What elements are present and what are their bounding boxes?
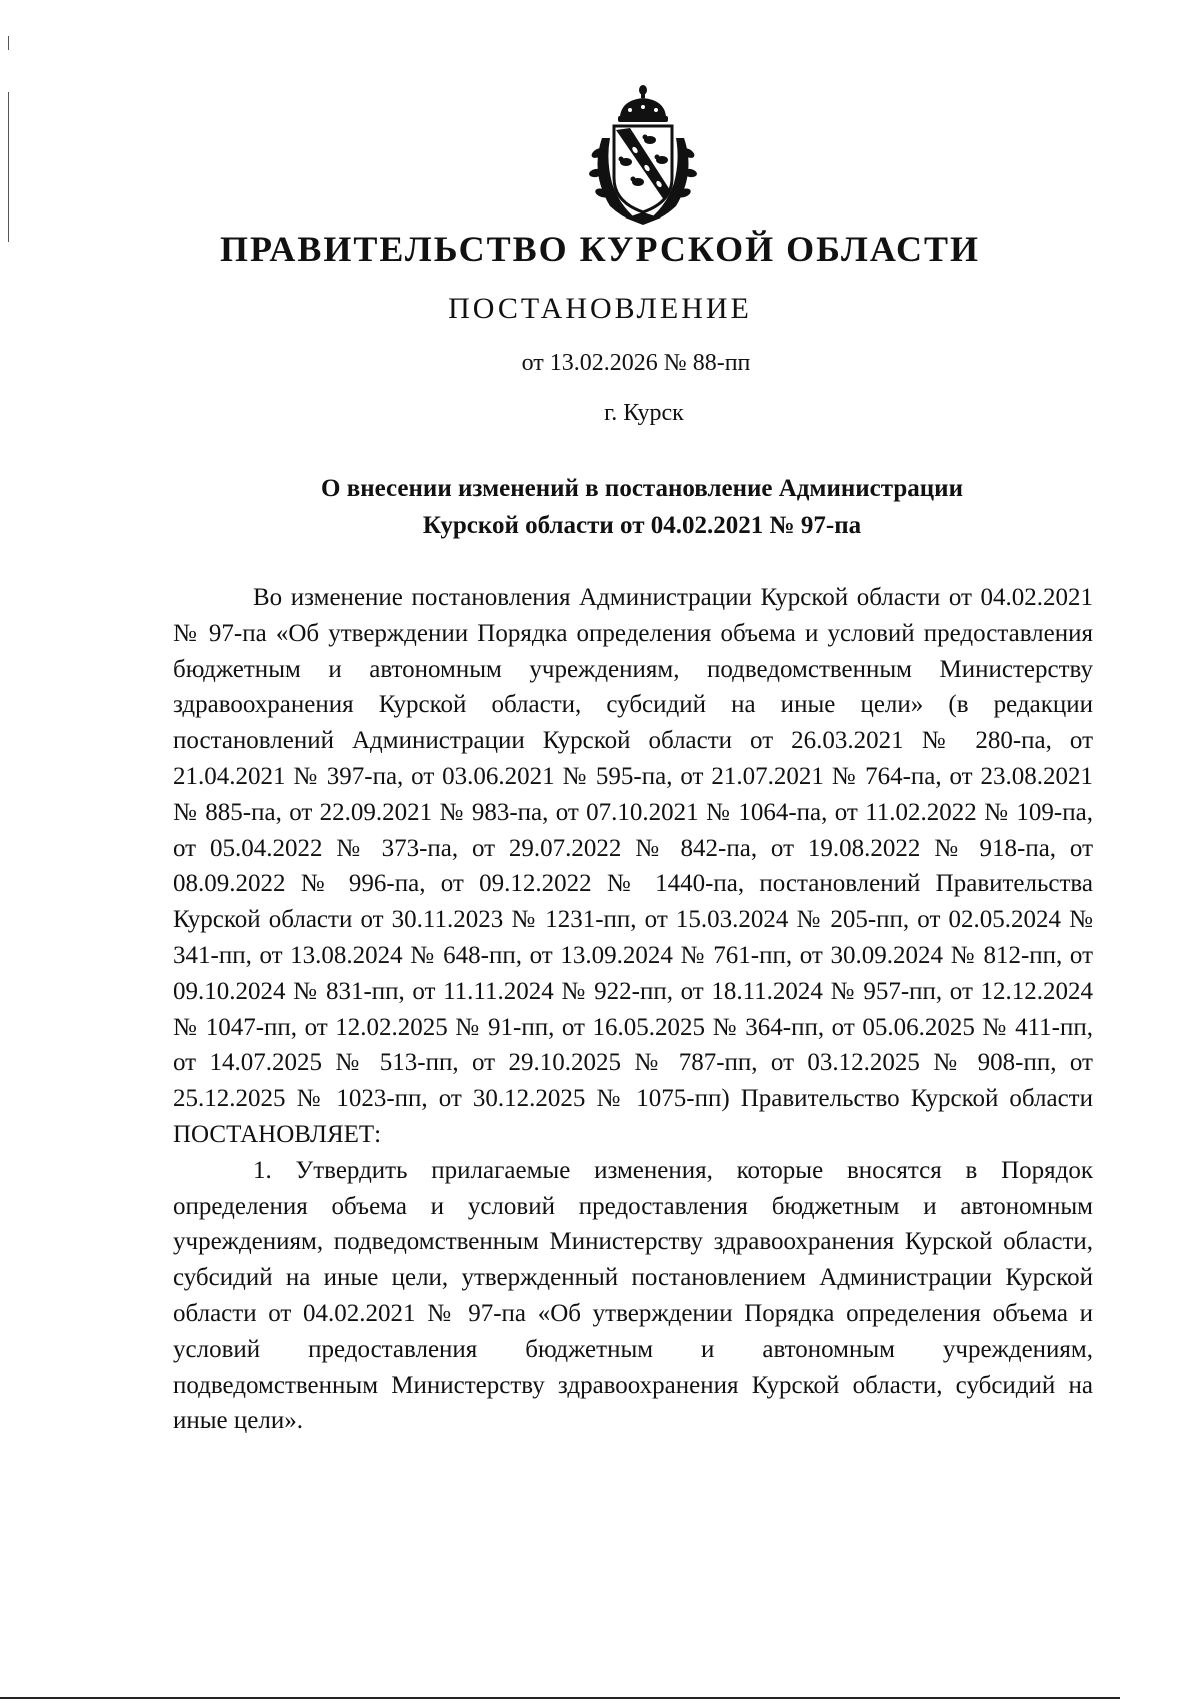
scan-bottom-edge: [0, 1697, 1120, 1699]
scan-edge-mark: [8, 36, 9, 50]
subject-line: Курской области от 04.02.2021 № 97-па: [422, 512, 862, 539]
document-date-number: от 13.02.2026 № 88-пп: [521, 350, 751, 376]
organization-title: ПРАВИТЕЛЬСТВО КУРСКОЙ ОБЛАСТИ: [219, 229, 981, 269]
body-paragraph: 1. Утвердить прилагаемые изменения, которые вносятся в Порядок определения объема и условий предоставления бюджетным и автономным учреждениям, подведомственным Министерству здравоохранения Курской области, субсидий на иные цели, утвержденный постановлением Администрации Курской области от 04.02.2021 № 97-па «Об утверждении Порядка определения объема и условий предоставления бюджетным и автономным учреждениям, подведомственным Министерству здравоохранения Курской области, субсидий на иные цели».: [173, 1156, 1093, 1435]
kursk-coat-of-arms-icon: [580, 78, 706, 228]
scan-edge-mark: [8, 92, 9, 242]
subject-line: О внесении изменений в постановление Администрации: [321, 475, 963, 502]
document-subject: [200, 470, 1084, 544]
document-type: ПОСТАНОВЛЕНИЕ: [448, 292, 752, 325]
document-body: [173, 580, 1093, 1439]
document-city: г. Курск: [604, 400, 684, 426]
body-paragraph: Во изменение постановления Администрации Курской области от 04.02.2021 № 97-па «Об утверждении Порядка определения объема и условий предоставления бюджетным и автономным учреждениям, подведомственным Министерству здравоохранения Курской области, субсидий на иные цели» (в редакции постановлений Администрации Курской области от 26.03.2021 № 280-па, от 21.04.2021 № 397-па, от 03.06.2021 № 595-па, от 21.07.2021 № 764-па, от 23.08.2021 № 885-па, от 22.09.2021 № 983-па, от 07.10.2021 № 1064-па, от 11.02.2022 № 109-па, от 05.04.2022 № 373-па, от 29.07.2022 № 842-па, от 19.08.2022 № 918-па, от 08.09.2022 № 996-па, от 09.12.2022 № 1440-па, постановлений Правительства Курской области от 30.11.2023 № 1231-пп, от 15.03.2024 № 205-пп, от 02.05.2024 № 341-пп, от 13.08.2024 № 648-пп, от 13.09.2024 № 761-пп, от 30.09.2024 № 812-пп, от 09.10.2024 № 831-пп, от 11.11.2024 № 922-пп, от 18.11.2024 № 957-пп, от 12.12.2024 № 1047-пп, от 12.02.2025 № 91-пп, от 16.05.2025 № 364-пп, от 05.06.2025 № 411-пп, от 14.07.2025 № 513-пп, от 29.10.2025 № 787-пп, от 03.12.2025 № 908-пп, от 25.12.2025 № 1023-пп, от 30.12.2025 № 1075-пп) Правительство Курской области ПОСТАНОВЛЯЕТ:: [173, 584, 1093, 1148]
